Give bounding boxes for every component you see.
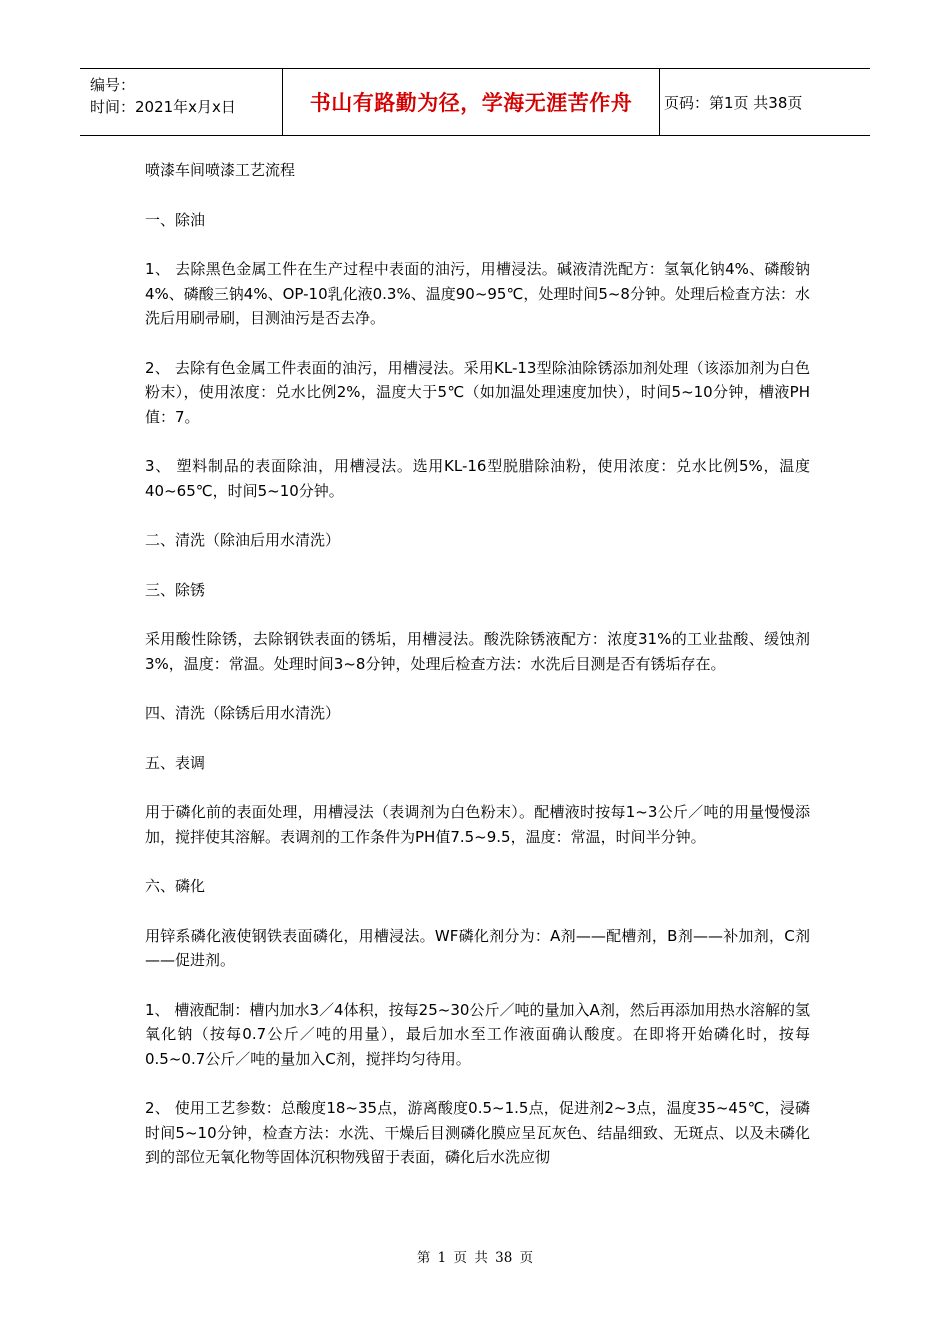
paragraph: 2、 使用工艺参数：总酸度18~35点，游离酸度0.5~1.5点，促进剂2~3点，温度35~45℃，浸磷时间5~10分钟，检查方法：水洗、干燥后目测磷化膜应呈瓦灰色、结晶细致、无斑点、以及未磷化到的部位无氧化物等固体沉积物残留于表面，磷化后水洗应彻 bbox=[145, 1099, 810, 1166]
paragraph: 1、 去除黑色金属工件在生产过程中表面的油污，用槽浸法。碱液清洗配方：氢氧化钠4%、磷酸钠4%、磷酸三钠4%、OP-10乳化液0.3%、温度90~95℃，处理时间5~8分钟。处理后检查方法：水洗后用刷帚刷，目测油污是否去净。 bbox=[145, 260, 810, 327]
document-number-label: 编号： bbox=[90, 76, 136, 94]
paragraph: 用锌系磷化液使钢铁表面磷化，用槽浸法。WF磷化剂分为：A剂——配槽剂，B剂——补加剂，C剂——促进剂。 bbox=[145, 926, 810, 969]
section-heading-surface-conditioning: 五、表调 bbox=[145, 753, 206, 772]
header-page-info: 页码：第1页 共38页 bbox=[664, 93, 803, 112]
paragraph: 用于磷化前的表面处理，用槽浸法（表调剂为白色粉末）。配槽液时按每1~3公斤／吨的用量慢慢添加，搅拌使其溶解。表调剂的工作条件为PH值7.5~9.5，温度：常温，时间半分钟。 bbox=[145, 803, 810, 846]
document-title: 喷漆车间喷漆工艺流程 bbox=[145, 161, 296, 179]
section-heading-cleaning: 二、清洗（除油后用水清洗） bbox=[145, 531, 341, 549]
header-motto: 书山有路勤为径，学海无涯苦作舟 bbox=[282, 69, 660, 135]
document-date: 时间：2021年x月x日 bbox=[90, 98, 236, 116]
section-heading-cleaning-2: 四、清洗（除锈后用水清洗） bbox=[145, 704, 341, 722]
document-body bbox=[145, 158, 810, 1195]
page-footer: 第 1 页 共 38 页 bbox=[416, 1250, 534, 1266]
header-left-block bbox=[90, 74, 280, 118]
paragraph: 2、 去除有色金属工件表面的油污，用槽浸法。采用KL-13型除油除锈添加剂处理（该添加剂为白色粉末），使用浓度：兑水比例2%，温度大于5℃（如加温处理速度加快），时间5~10分钟，槽液PH值：7。 bbox=[145, 358, 810, 426]
section-heading-phosphating: 六、磷化 bbox=[145, 877, 206, 895]
page-header bbox=[80, 68, 870, 136]
paragraph: 1、 槽液配制：槽内加水3／4体积，按每25~30公斤／吨的量加入A剂，然后再添加用热水溶解的氢氧化钠（按每0.7公斤／吨的用量），最后加水至工作液面确认酸度。在即将开始磷化时，按每0.5~0.7公斤／吨的量加入C剂，搅拌均匀待用。 bbox=[145, 1000, 810, 1068]
section-heading-degreasing: 一、除油 bbox=[145, 210, 206, 229]
section-heading-rust-removal: 三、除锈 bbox=[145, 580, 206, 599]
paragraph: 3、 塑料制品的表面除油，用槽浸法。选用KL-16型脱腊除油粉，使用浓度：兑水比例5%，温度40~65℃，时间5~10分钟。 bbox=[145, 457, 810, 500]
paragraph: 采用酸性除锈，去除钢铁表面的锈垢，用槽浸法。酸洗除锈液配方：浓度31%的工业盐酸、缓蚀剂3%，温度：常温。处理时间3~8分钟，处理后检查方法：水洗后目测是否有锈垢存在。 bbox=[145, 630, 810, 673]
